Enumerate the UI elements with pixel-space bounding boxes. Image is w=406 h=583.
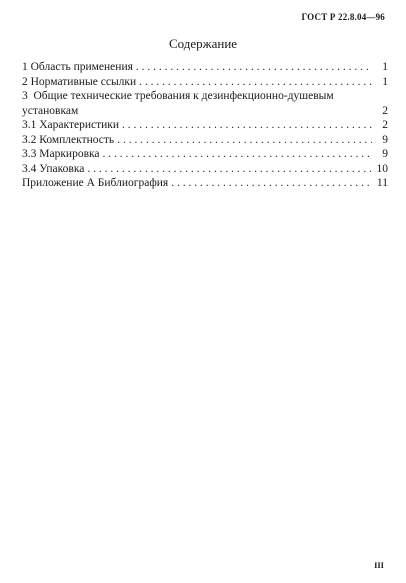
toc-entry-label: Область применения	[30, 61, 133, 73]
toc-entry-number: 3.4	[22, 162, 37, 175]
toc-entry-label: Комплектность	[39, 133, 115, 146]
toc-entry-3-3[interactable]	[22, 147, 388, 162]
toc-entry-label: Характеристики	[39, 119, 120, 131]
dot-leader	[171, 176, 371, 191]
toc-entry-2[interactable]	[22, 75, 388, 90]
toc-entry-appendix-a[interactable]	[22, 176, 388, 191]
document-code: ГОСТ Р 22.8.04—96	[301, 12, 385, 22]
toc-entry-3-4[interactable]	[22, 162, 388, 177]
toc-entry-number: 2	[22, 75, 28, 88]
toc-entry-number: 3.2	[22, 133, 37, 146]
toc-entry-number: 1	[22, 61, 28, 73]
toc-entry-page: 9	[382, 133, 388, 146]
toc-title: Содержание	[168, 36, 238, 51]
dot-leader	[139, 75, 372, 90]
toc-entry-page: 9	[382, 148, 388, 160]
toc-entry-page: 2	[382, 119, 388, 131]
toc-entry-number: Приложение А	[22, 177, 95, 189]
dot-leader	[87, 162, 370, 177]
toc-entry-number: 3.3	[22, 148, 37, 160]
toc-entry-3[interactable]	[22, 89, 388, 118]
toc-entry-label-continued: установкам	[22, 104, 79, 117]
toc-entry-page: 1	[382, 75, 388, 88]
toc-entry-number: 3	[22, 90, 28, 102]
toc-entry-label: Упаковка	[39, 162, 85, 175]
toc-entry-page: 1	[382, 61, 388, 73]
toc-entry-label: Библиография	[97, 177, 169, 189]
toc-entry-number: 3.1	[22, 119, 37, 131]
dot-leader	[103, 147, 372, 162]
toc-entry-page: 11	[376, 177, 388, 189]
dot-leader	[122, 118, 372, 133]
toc-entry-label: Нормативные ссылки	[30, 75, 137, 88]
toc-entry-page: 2	[382, 104, 388, 117]
toc-entry-3-2[interactable]	[22, 133, 388, 148]
dot-leader	[117, 133, 372, 148]
toc-entry-label: Маркировка	[39, 148, 100, 160]
toc-entry-page: 10	[376, 162, 388, 175]
table-of-contents	[22, 60, 388, 191]
toc-entry-3-1[interactable]	[22, 118, 388, 133]
toc-entry-1[interactable]	[22, 60, 388, 75]
toc-entry-label: Общие технические требования к дезинфекционно-душевым	[33, 90, 334, 102]
page-number: III	[374, 560, 384, 570]
dot-leader	[136, 60, 372, 75]
